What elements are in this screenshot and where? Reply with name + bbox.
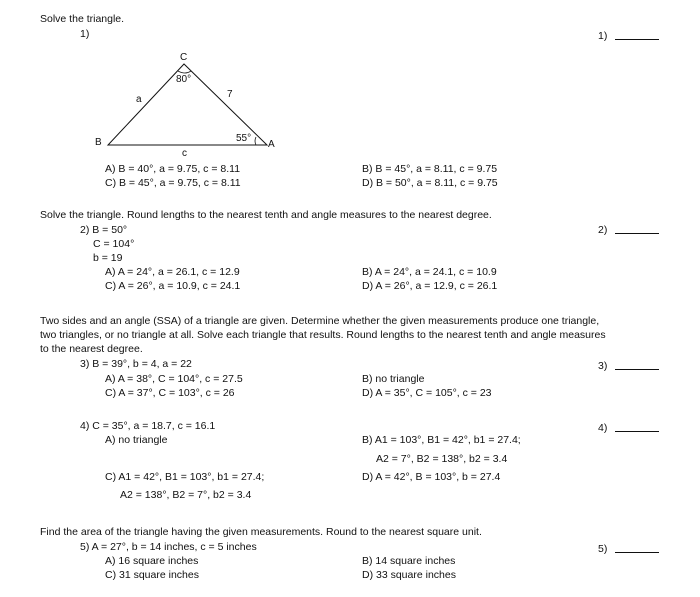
q4-choice-b-line-2[interactable]: A2 = 7°, B2 = 138°, b2 = 3.4 xyxy=(376,453,508,465)
section1-instruction: Solve the triangle. xyxy=(40,13,125,25)
answer-blank-3[interactable] xyxy=(598,360,659,373)
q1-choice-b[interactable]: B) B = 45°, a = 8.11, c = 9.75 xyxy=(362,163,498,175)
answer-line xyxy=(615,39,659,40)
q1-choice-c[interactable]: C) B = 45°, a = 9.75, c = 8.11 xyxy=(105,177,241,189)
side-a-label: a xyxy=(136,94,142,105)
q5-given: 5) A = 27°, b = 14 inches, c = 5 inches xyxy=(80,541,257,553)
q3-choice-b[interactable]: B) no triangle xyxy=(362,373,425,385)
q3-choice-d[interactable]: D) A = 35°, C = 105°, c = 23 xyxy=(362,387,492,399)
answer-label-2: 2) xyxy=(598,224,608,236)
q3-choice-c[interactable]: C) A = 37°, C = 103°, c = 26 xyxy=(105,387,235,399)
section3-instruction-line-3: to the nearest degree. xyxy=(40,343,143,355)
answer-line xyxy=(615,431,659,432)
answer-blank-2[interactable] xyxy=(598,224,659,237)
q4-choice-a[interactable]: A) no triangle xyxy=(105,434,168,446)
vertex-c-label: C xyxy=(180,52,188,63)
q2-given-b: 2) B = 50° xyxy=(80,224,128,236)
q3-given: 3) B = 39°, b = 4, a = 22 xyxy=(80,358,192,370)
angle-c-label: 80° xyxy=(176,74,192,85)
section3-instruction-line-2: two triangles, or no triangle at all. Solve each triangle that results. Round lengths to the nearest tenth and angle measures xyxy=(40,329,606,341)
q4-choice-c-line-2[interactable]: A2 = 138°, B2 = 7°, b2 = 3.4 xyxy=(120,489,252,501)
answer-label-4: 4) xyxy=(598,422,608,434)
answer-line xyxy=(615,552,659,553)
q4-choice-c-line-1[interactable]: C) A1 = 42°, B1 = 103°, b1 = 27.4; xyxy=(105,471,265,483)
vertex-b-label: B xyxy=(95,137,102,148)
side-b-label: 7 xyxy=(227,89,233,100)
answer-line xyxy=(615,369,659,370)
angle-a-arc xyxy=(255,137,256,145)
answer-label-1: 1) xyxy=(598,30,608,42)
answer-blank-5[interactable] xyxy=(598,543,659,556)
q2-choice-d[interactable]: D) A = 26°, a = 12.9, c = 26.1 xyxy=(362,280,498,292)
q2-choice-a[interactable]: A) A = 24°, a = 26.1, c = 12.9 xyxy=(105,266,240,278)
q4-choice-b-line-1[interactable]: B) A1 = 103°, B1 = 42°, b1 = 27.4; xyxy=(362,434,521,446)
answer-line xyxy=(615,233,659,234)
q2-given-c: C = 104° xyxy=(93,238,135,250)
q5-choice-a[interactable]: A) 16 square inches xyxy=(105,555,199,567)
q2-choice-b[interactable]: B) A = 24°, a = 24.1, c = 10.9 xyxy=(362,266,497,278)
triangle-figure xyxy=(90,48,290,158)
angle-c-arc xyxy=(178,71,191,73)
q4-choice-d[interactable]: D) A = 42°, B = 103°, b = 27.4 xyxy=(362,471,501,483)
q2-given-side-b: b = 19 xyxy=(93,252,123,264)
answer-label-3: 3) xyxy=(598,360,608,372)
q2-choice-c[interactable]: C) A = 26°, a = 10.9, c = 24.1 xyxy=(105,280,241,292)
q4-given: 4) C = 35°, a = 18.7, c = 16.1 xyxy=(80,420,216,432)
q5-choice-b[interactable]: B) 14 square inches xyxy=(362,555,456,567)
answer-blank-4[interactable] xyxy=(598,422,659,435)
side-c-label: c xyxy=(182,148,187,158)
section4-instruction: Find the area of the triangle having the given measurements. Round to the nearest square unit. xyxy=(40,526,482,538)
section3-instruction-line-1: Two sides and an angle (SSA) of a triangle are given. Determine whether the given measurements produce one triangle, xyxy=(40,315,600,327)
q1-choice-a[interactable]: A) B = 40°, a = 9.75, c = 8.11 xyxy=(105,163,241,175)
section2-instruction: Solve the triangle. Round lengths to the nearest tenth and angle measures to the nearest degree. xyxy=(40,209,492,221)
q3-choice-a[interactable]: A) A = 38°, C = 104°, c = 27.5 xyxy=(105,373,243,385)
question-1-number: 1) xyxy=(80,28,90,40)
q5-choice-d[interactable]: D) 33 square inches xyxy=(362,569,456,581)
answer-blank-1[interactable] xyxy=(598,30,659,43)
vertex-a-label: A xyxy=(268,139,275,150)
q5-choice-c[interactable]: C) 31 square inches xyxy=(105,569,199,581)
angle-a-label: 55° xyxy=(236,133,252,144)
answer-label-5: 5) xyxy=(598,543,608,555)
q1-choice-d[interactable]: D) B = 50°, a = 8.11, c = 9.75 xyxy=(362,177,498,189)
